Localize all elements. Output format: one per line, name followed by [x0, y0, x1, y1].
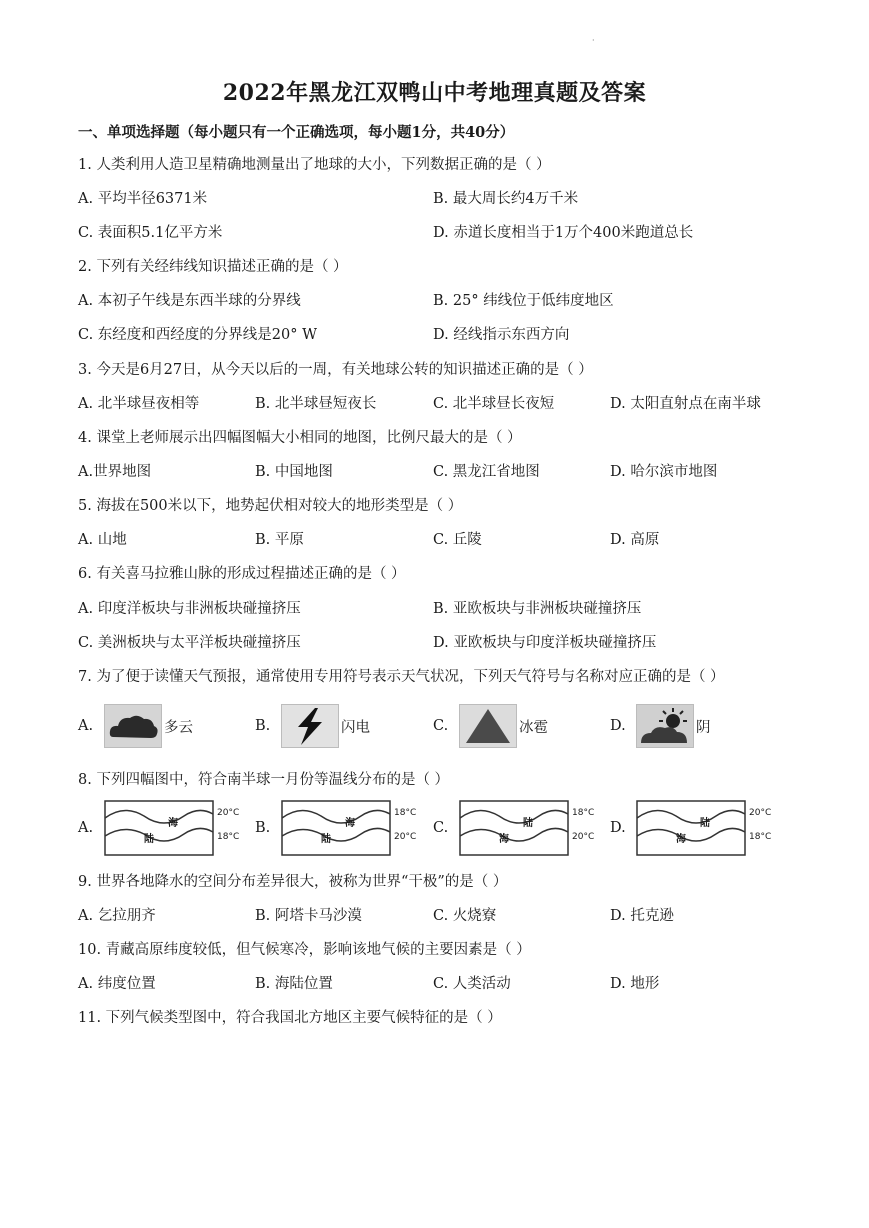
question-3-stem: 3. 今天是6月27日，从今天以后的一周，有关地球公转的知识描述正确的是（ ） [78, 362, 593, 378]
isotherm-temps [746, 800, 780, 856]
q9-option-c[interactable]: C. 火烧寮 [433, 908, 497, 924]
question-7-stem: 7. 为了便于读懂天气预报，通常使用专用符号表示天气状况，下列天气符号与名称对应正确的是（ ） [78, 669, 725, 685]
isotherm-temps [391, 800, 425, 856]
q8-option-d-letter: D. [610, 820, 626, 836]
isotherm-top-region: 陆 [523, 818, 533, 829]
q5-option-d[interactable]: D. 高原 [610, 532, 660, 548]
q7-option-a[interactable] [78, 704, 193, 748]
q1-option-a[interactable]: A. 平均半径6371米 [78, 191, 208, 207]
q5-option-b[interactable]: B. 平原 [255, 532, 304, 548]
isotherm-top-region: 海 [345, 818, 355, 829]
cloud-icon [104, 704, 162, 748]
question-6-stem: 6. 有关喜马拉雅山脉的形成过程描述正确的是（ ） [78, 566, 406, 582]
q2-option-c[interactable]: C. 东经度和西经度的分界线是20° W [78, 327, 318, 343]
q10-option-c[interactable]: C. 人类活动 [433, 976, 511, 992]
q4-option-d[interactable]: D. 哈尔滨市地图 [610, 464, 718, 480]
q7-option-c-name: 冰雹 [519, 719, 548, 736]
isotherm-bottom-temp: 18°C [217, 832, 240, 842]
isotherm-map [636, 800, 746, 856]
q8-option-b[interactable] [255, 798, 425, 858]
page-mark: · [592, 36, 595, 45]
q8-option-b-letter: B. [255, 820, 271, 836]
question-10-stem: 10. 青藏高原纬度较低，但气候寒冷，影响该地气候的主要因素是（ ） [78, 942, 531, 958]
q8-option-c[interactable] [433, 798, 603, 858]
q7-option-a-name: 多云 [164, 719, 193, 736]
q7-option-b-letter: B. [255, 718, 271, 734]
q9-option-d[interactable]: D. 托克逊 [610, 908, 674, 924]
q8-option-a[interactable] [78, 798, 248, 858]
isotherm-bottom-temp: 20°C [394, 832, 417, 842]
isotherm-temps [569, 800, 603, 856]
isotherm-top-region: 陆 [700, 818, 710, 829]
isotherm-bottom-region: 海 [499, 834, 509, 845]
isotherm-top-temp: 20°C [217, 808, 240, 818]
q6-option-d[interactable]: D. 亚欧板块与印度洋板块碰撞挤压 [433, 635, 657, 651]
isotherm-top-temp: 18°C [394, 808, 417, 818]
section-heading: 一、单项选择题（每小题只有一个正确选项，每小题1分，共40分） [78, 124, 515, 141]
isotherm-bottom-region: 海 [676, 834, 686, 845]
q4-option-a[interactable]: A.世界地图 [78, 464, 152, 480]
q9-option-b[interactable]: B. 阿塔卡马沙漠 [255, 908, 362, 924]
q9-option-a[interactable]: A. 乞拉朋齐 [78, 908, 156, 924]
isotherm-lines [636, 800, 746, 856]
isotherm-top-temp: 20°C [749, 808, 772, 818]
isotherm-top-temp: 18°C [572, 808, 595, 818]
q7-option-a-letter: A. [78, 718, 94, 734]
question-2-stem: 2. 下列有关经纬线知识描述正确的是（ ） [78, 259, 348, 275]
q2-option-a[interactable]: A. 本初子午线是东西半球的分界线 [78, 293, 301, 309]
q4-option-c[interactable]: C. 黑龙江省地图 [433, 464, 540, 480]
isotherm-top-region: 海 [168, 818, 178, 829]
q5-option-c[interactable]: C. 丘陵 [433, 532, 482, 548]
q2-option-d[interactable]: D. 经线指示东西方向 [433, 327, 570, 343]
q7-option-d[interactable] [610, 704, 711, 748]
q7-option-d-letter: D. [610, 718, 626, 734]
q1-option-b[interactable]: B. 最大周长约4万千米 [433, 191, 579, 207]
q3-option-c[interactable]: C. 北半球昼长夜短 [433, 396, 555, 412]
isotherm-bottom-region: 陆 [144, 834, 154, 845]
q8-option-d[interactable] [610, 798, 780, 858]
question-1-stem: 1. 人类利用人造卫星精确地测量出了地球的大小，下列数据正确的是（ ） [78, 157, 551, 173]
question-5-stem: 5. 海拔在500米以下，地势起伏相对较大的地形类型是（ ） [78, 498, 463, 514]
q7-option-c[interactable] [433, 704, 548, 748]
isotherm-map [281, 800, 391, 856]
q3-option-d[interactable]: D. 太阳直射点在南半球 [610, 396, 761, 412]
q7-option-b[interactable] [255, 704, 370, 748]
isotherm-bottom-temp: 18°C [749, 832, 772, 842]
q10-option-b[interactable]: B. 海陆位置 [255, 976, 333, 992]
q3-option-b[interactable]: B. 北半球昼短夜长 [255, 396, 377, 412]
q1-option-c[interactable]: C. 表面积5.1亿平方米 [78, 225, 223, 241]
question-9-stem: 9. 世界各地降水的空间分布差异很大，被称为世界“干极”的是（ ） [78, 874, 508, 890]
isotherm-lines [104, 800, 214, 856]
q10-option-a[interactable]: A. 纬度位置 [78, 976, 156, 992]
q7-option-d-name: 阴 [696, 719, 711, 736]
q7-option-c-letter: C. [433, 718, 449, 734]
isotherm-bottom-region: 陆 [321, 834, 331, 845]
page-title: 2022年黑龙江双鸭山中考地理真题及答案 [222, 80, 647, 106]
q2-option-b[interactable]: B. 25° 纬线位于低纬度地区 [433, 293, 614, 309]
q8-option-a-letter: A. [78, 820, 94, 836]
q3-option-a[interactable]: A. 北半球昼夜相等 [78, 396, 200, 412]
q1-option-d[interactable]: D. 赤道长度相当于1万个400米跑道总长 [433, 225, 694, 241]
q6-option-c[interactable]: C. 美洲板块与太平洋板块碰撞挤压 [78, 635, 301, 651]
isotherm-lines [459, 800, 569, 856]
isotherm-lines [281, 800, 391, 856]
q4-option-b[interactable]: B. 中国地图 [255, 464, 333, 480]
q7-option-b-name: 闪电 [341, 719, 370, 736]
question-8-stem: 8. 下列四幅图中，符合南半球一月份等温线分布的是（ ） [78, 772, 450, 788]
isotherm-temps [214, 800, 248, 856]
q10-option-d[interactable]: D. 地形 [610, 976, 660, 992]
lightning-icon [281, 704, 339, 748]
q6-option-a[interactable]: A. 印度洋板块与非洲板块碰撞挤压 [78, 601, 301, 617]
q5-option-a[interactable]: A. 山地 [78, 532, 127, 548]
question-11-stem: 11. 下列气候类型图中，符合我国北方地区主要气候特征的是（ ） [78, 1010, 502, 1026]
sun-cloud-icon [636, 704, 694, 748]
triangle-icon [459, 704, 517, 748]
isotherm-map [104, 800, 214, 856]
isotherm-bottom-temp: 20°C [572, 832, 595, 842]
q8-option-c-letter: C. [433, 820, 449, 836]
question-4-stem: 4. 课堂上老师展示出四幅图幅大小相同的地图，比例尺最大的是（ ） [78, 430, 522, 446]
q6-option-b[interactable]: B. 亚欧板块与非洲板块碰撞挤压 [433, 601, 642, 617]
isotherm-map [459, 800, 569, 856]
